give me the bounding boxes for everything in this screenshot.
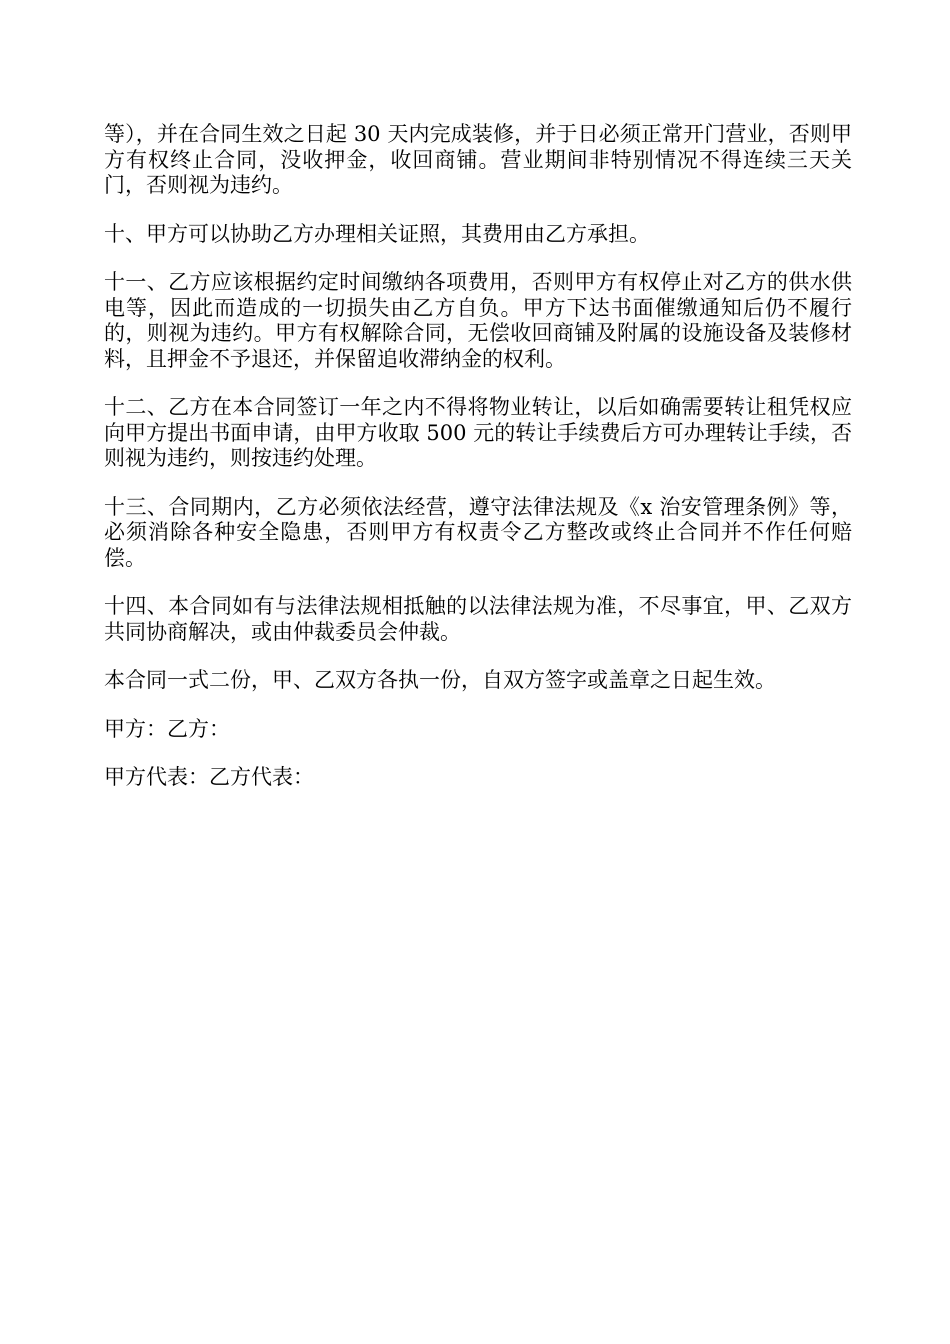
clause-12: 十二、乙方在本合同签订一年之内不得将物业转让，以后如确需要转让租凭权应向甲方提出书面申请，由甲方收取 500 元的转让手续费后方可办理转让手续，否则视为违约，则按违约处理。 xyxy=(104,395,852,470)
document-body xyxy=(104,122,852,814)
clause-10: 十、甲方可以协助乙方办理相关证照，其费用由乙方承担。 xyxy=(104,221,650,246)
clause-13: 十三、合同期内，乙方必须依法经营，遵守法律法规及《x 治安管理条例》等，必须消除各种安全隐患，否则甲方有权责令乙方整改或终止合同并不作任何赔偿。 xyxy=(104,494,852,570)
clause-11: 十一、乙方应该根据约定时间缴纳各项费用，否则甲方有权停止对乙方的供水供电等，因此而造成的一切损失由乙方自负。甲方下达书面催缴通知后仍不履行的，则视为违约。甲方有权解除合同，无偿收回商铺及附属的设施设备及装修材料，且押金不予退还，并保留追收滞纳金的权利。 xyxy=(104,270,852,371)
paragraph-continuation: 等），并在合同生效之日起 30 天内完成装修，并于日必须正常开门营业，否则甲方有权终止合同，没收押金，收回商铺。营业期间非特别情况不得连续三天关门，否则视为违约。 xyxy=(104,122,852,197)
signature-parties: 甲方：乙方： xyxy=(104,716,230,741)
copies-statement: 本合同一式二份，甲、乙双方各执一份，自双方签字或盖章之日起生效。 xyxy=(104,668,776,692)
clause-14: 十四、本合同如有与法律法规相抵触的以法律法规为准，不尽事宜，甲、乙双方共同协商解决，或由仲裁委员会仲裁。 xyxy=(104,594,852,644)
signature-representatives: 甲方代表：乙方代表： xyxy=(104,765,314,789)
